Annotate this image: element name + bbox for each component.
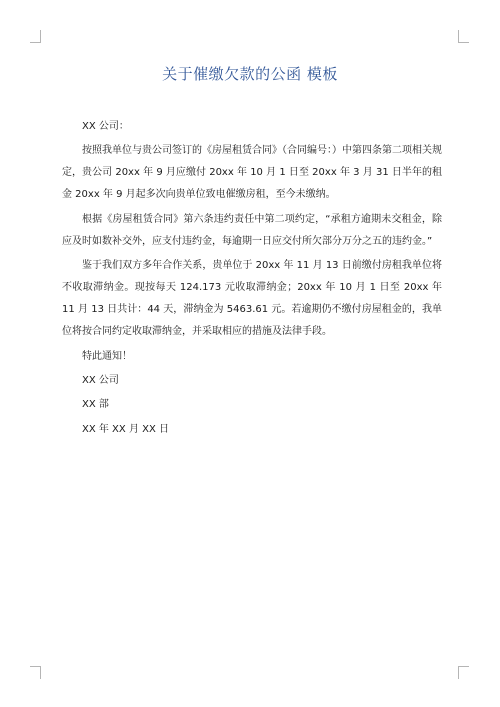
crop-mark-top-right bbox=[458, 30, 469, 43]
document-body bbox=[62, 116, 442, 443]
crop-mark-bottom-left bbox=[30, 666, 41, 679]
crop-mark-bottom-right bbox=[458, 666, 469, 679]
paragraph-1: 按照我单位与贵公司签订的《房屋租赁合同》（合同编号：）中第四条第二项相关规定，贵公司 20xx 年 9 月应缴付 20xx 年 10 月 1 日至 20xx 年 3 月 31 日半年的租金 20xx 年 9 月起多次向贵单位致电催缴房租，至今未缴纳。 bbox=[62, 145, 442, 201]
crop-mark-top-left bbox=[30, 30, 41, 43]
paragraph-2: 根据《房屋租赁合同》第六条违约责任中第二项约定，“承租方逾期未交租金，除应及时如数补交外，应支付违约金，每逾期一日应交付所欠部分万分之五的违约金。” bbox=[62, 213, 442, 247]
signature-department: XX 部 bbox=[82, 399, 109, 411]
document-title: 关于催缴欠款的公函 模板 bbox=[162, 65, 338, 83]
paragraph-closing: 特此通知！ bbox=[82, 350, 132, 362]
salutation: XX 公司： bbox=[82, 121, 129, 132]
signature-company: XX 公司 bbox=[82, 374, 119, 386]
paragraph-3: 鉴于我们双方多年合作关系，贵单位于 20xx 年 11 月 13 日前缴付房租我单位将不收取滞纳金。现按每天 124.173 元收取滞纳金；20xx 年 10 月 1 日至 20xx 年 11 月 13 日共计：44 天，滞纳金为 5463.61 元。若逾期仍不缴付房屋租金的，我单位将按合同约定收取滞纳金，并采取相应的措施及法律手段。 bbox=[62, 260, 442, 338]
signature-date: XX 年 XX 月 XX 日 bbox=[82, 423, 169, 435]
